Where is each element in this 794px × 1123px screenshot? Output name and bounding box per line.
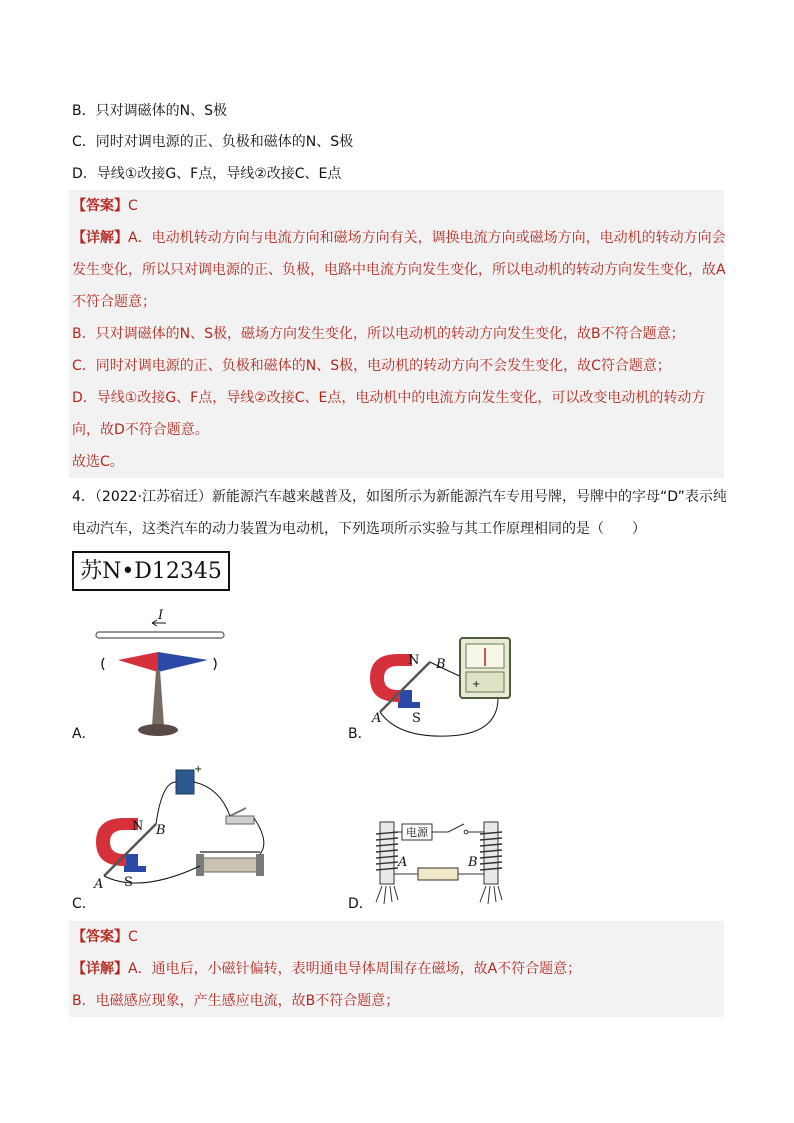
option-d-label: D． — [348, 896, 373, 912]
detail-tag: 【详解】 — [72, 961, 128, 977]
detail-line: B．只对调磁体的N、S极，磁场方向发生变化，所以电动机的转动方向发生变化，故B不符合题意； — [72, 326, 685, 342]
end-b-label: B — [156, 823, 166, 838]
south-label: S — [412, 711, 421, 726]
end-b-label: B — [468, 855, 478, 870]
end-a-label: A — [94, 877, 104, 892]
detail-text: A．通电后，小磁针偏转，表明通电导体周围存在磁场，故A不符合题意； — [128, 961, 582, 977]
answer-value: C — [128, 198, 138, 214]
figure-b-induction — [368, 634, 528, 746]
option-d-text: D．导线①改接G、F点，导线②改接C、E点 — [72, 166, 342, 182]
figure-a-oersted — [90, 608, 240, 748]
north-label: N — [408, 653, 420, 668]
plus-terminal-label: + — [472, 679, 481, 690]
power-source-label: 电源 — [406, 826, 428, 839]
detail-line: 故选C。 — [72, 454, 124, 470]
detail-line: 向，故D不符合题意。 — [72, 422, 209, 438]
answer-tag: 【答案】 — [72, 929, 128, 945]
license-plate — [72, 551, 230, 591]
question-stem-line: 电动汽车，这类汽车的动力装置为电动机，下列选项所示实验与其工作原理相同的是（ ） — [72, 521, 646, 537]
question-stem-line: 4．（2022·江苏宿迁）新能源汽车越来越普及，如图所示为新能源汽车专用号牌，号牌中的字母“D”表示纯 — [72, 489, 727, 505]
detail-line: B．电磁感应现象，产生感应电流，故B不符合题意； — [72, 993, 400, 1009]
end-a-label: A — [398, 855, 408, 870]
option-b-label: B． — [348, 726, 372, 742]
detail-line: D．导线①改接G、F点，导线②改接C、E点，电动机中的电流方向发生变化，可以改变电动机的转动方 — [72, 390, 706, 406]
license-plate-text: 苏N•D12345 — [80, 559, 222, 584]
detail-line — [72, 959, 581, 979]
plus-terminal-label: + — [194, 764, 203, 775]
south-label: S — [124, 875, 133, 890]
detail-text: A．电动机转动方向与电流方向和磁场方向有关，调换电流方向或磁场方向，电动机的转动方向会 — [128, 230, 726, 246]
end-b-label: B — [436, 657, 446, 672]
detail-line — [72, 228, 726, 248]
option-b-text: B．只对调磁体的N、S极 — [72, 103, 227, 119]
option-a-label: A． — [72, 726, 96, 742]
answer-line-q4 — [72, 927, 138, 947]
answer-line-prev — [72, 196, 138, 216]
option-c-text: C．同时对调电源的正、负极和磁体的N、S极 — [72, 134, 354, 150]
answer-value: C — [128, 929, 138, 945]
north-label: N — [132, 819, 144, 834]
option-c-label: C． — [72, 896, 96, 912]
figure-c-motor — [90, 762, 280, 894]
figure-d-electromagnet — [368, 818, 518, 918]
answer-tag: 【答案】 — [72, 198, 128, 214]
detail-tag: 【详解】 — [72, 230, 128, 246]
end-a-label: A — [372, 711, 382, 726]
current-label: I — [158, 608, 164, 623]
detail-line: 发生变化，所以只对调电源的正、负极，电路中电流方向发生变化，所以电动机的转动方向发生变化，故A — [72, 262, 726, 278]
detail-line: C．同时对调电源的正、负极和磁体的N、S极，电动机的转动方向不会发生变化，故C符合题意； — [72, 358, 671, 374]
detail-line: 不符合题意； — [72, 294, 156, 310]
